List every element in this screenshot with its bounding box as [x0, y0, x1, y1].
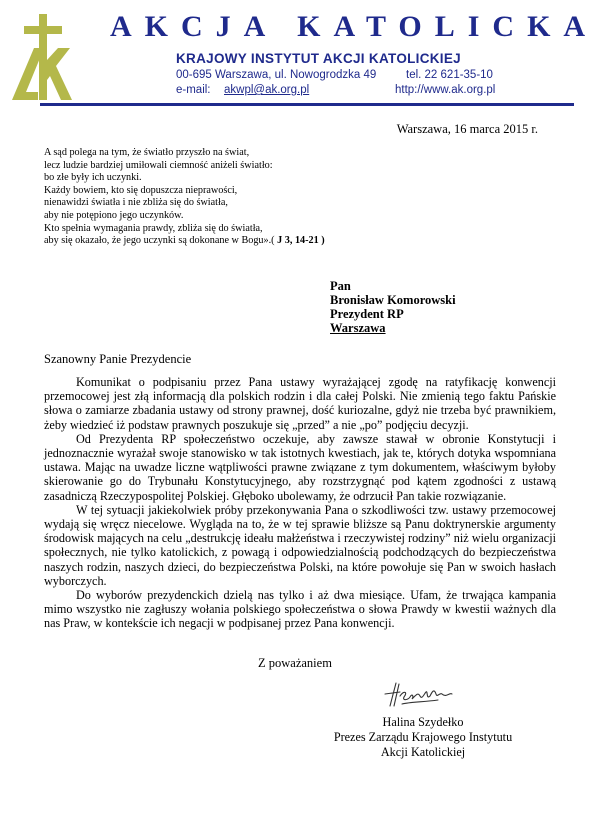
closing-phrase: Z poważaniem — [258, 656, 332, 670]
akcja-katolicka-logo — [10, 14, 76, 100]
quote-line: Kto spełnia wymagania prawdy, zbliża się do światła, — [44, 222, 263, 234]
addressee-block — [330, 279, 456, 335]
institute-name: KRAJOWY INSTYTUT AKCJI KATOLICKIEJ — [176, 51, 461, 66]
quote-line: aby nie potępiono jego uczynków. — [44, 209, 184, 221]
letter-date: Warszawa, 16 marca 2015 r. — [396, 122, 538, 136]
quote-line — [44, 235, 374, 248]
quote-line: A sąd polega na tym, że światło przyszło na świat, — [44, 147, 250, 158]
email-label: e-mail: — [176, 84, 211, 96]
organization-name: AKCJA KATOLICKA — [110, 10, 599, 43]
letter-body — [44, 375, 556, 631]
postal-address: 00-695 Warszawa, ul. Nowogrodzka 49 — [176, 69, 377, 81]
scripture-quote — [44, 147, 374, 248]
body-paragraph: Komunikat o podpisaniu przez Pana ustawy wyrażającej zgodę na ratyfikację konwencji przemocowej jest złą informacją dla polskich rodzin i dla całej Polski. Nie zmienią tego faktu Pańskie słowa o zamiarze zbadania ustawy od strony prawnej, dość kuriozalne, gdyż nie trzeba być prawnikiem, żeby wiedzieć iż podstaw prawnych poszukuje się „przed” a nie „po” podjęciu decyzji. — [44, 375, 556, 432]
website-link[interactable]: http://www.ak.org.pl — [395, 84, 496, 96]
signer-block — [288, 715, 558, 760]
body-paragraph: W tej sytuacji jakiekolwiek próby przekonywania Pana o szkodliwości tzw. ustawy przemocowej wydają się wręcz niecelowe. Wygląda na to, że w tej sprawie bliższe są Panu doktrynerskie argumenty środowisk mających na celu „destrukcję ideału małżeństwa i rzeczywistej rodziny” niż wielu organizacji społecznych, nie tylko katolickich, z powagą i odpowiedzialnością podchodzących do bezpieczeństwa naszych rodzin, naszych dzieci, do bezpieczeństwa Polski, na które powołuje się Pan w swoich hasłach wyborczych. — [44, 502, 556, 588]
quote-reference: J 3, 14-21 ) — [274, 235, 325, 247]
quote-line: Każdy bowiem, kto się dopuszcza nieprawości, — [44, 184, 238, 196]
quote-line: lecz ludzie bardziej umiłowali ciemność aniżeli światło: — [44, 159, 273, 171]
addressee-title: Pan — [330, 279, 351, 293]
quote-line: bo złe były ich uczynki. — [44, 172, 142, 184]
salutation: Szanowny Panie Prezydencie — [44, 352, 192, 366]
signer-organization: Akcji Katolickiej — [380, 745, 466, 759]
body-paragraph: Do wyborów prezydenckich dzielą nas tylko i aż dwa miesiące. Ufam, że trwająca kampania mimo wszystko nie zagłuszy wołania polskiego społeczeństwa o słowa Prawdy w kwestii ważnych dla nas Praw, w kontekście ich negacji w podpisanej przez Pana konwencji. — [44, 588, 556, 631]
quote-line: nienawidzi światła i nie zbliża się do światła, — [44, 197, 228, 209]
signer-name: Halina Szydełko — [382, 715, 464, 729]
phone-number: tel. 22 621-35-10 — [406, 69, 493, 81]
addressee-name: Bronisław Komorowski — [330, 293, 456, 307]
body-paragraph: Od Prezydenta RP społeczeństwo oczekuje, aby zawsze stawał w obronie Konstytucji i jednoznacznie wyrażał swoje stanowisko w tak istotnych kwestiach, jak te, których dotyka wspomniana ustawa. Mając na uwadze liczne wątpliwości prawne związane z tym dokumentem, właściwym byłoby skierowanie go do Trybunału Konstytucyjnego, aby rozstrzygnąć pod kątem zgodności z ustawą zasadniczą Rzeczypospolitej Polskiej. Głęboko ubolewamy, że odrzucił Pan takie rozwiązanie. — [44, 431, 556, 503]
quote-line-text: aby się okazało, że jego uczynki są dokonane w Bogu».( — [44, 235, 275, 247]
addressee-city: Warszawa — [330, 321, 386, 335]
addressee-role: Prezydent RP — [330, 307, 404, 321]
signer-position: Prezes Zarządu Krajowego Instytutu — [333, 730, 513, 744]
handwritten-signature — [380, 680, 460, 710]
email-link[interactable]: akwpl@ak.org.pl — [224, 84, 310, 96]
header-divider — [40, 103, 574, 106]
